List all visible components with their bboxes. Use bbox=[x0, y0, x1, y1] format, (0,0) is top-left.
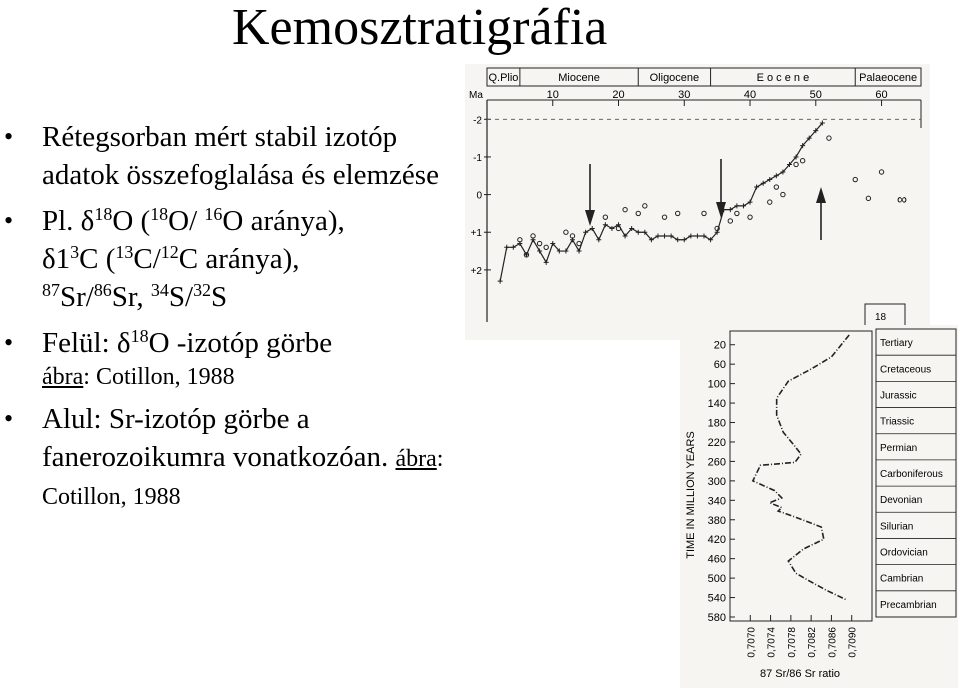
y-tick-label: +1 bbox=[470, 228, 482, 240]
period-label: Precambrian bbox=[880, 599, 937, 611]
x-tick-label: 0,7074 bbox=[766, 627, 778, 658]
y-tick-label: -2 bbox=[473, 115, 482, 127]
y-tick-label: +2 bbox=[470, 265, 482, 277]
bullet-text: Rétegsorban mért stabil izotóp adatok összefoglalása és elemzése bbox=[42, 121, 439, 191]
y-tick-label: 60 bbox=[713, 359, 726, 372]
period-label: Cretaceous bbox=[880, 364, 932, 376]
bullet-dot-icon: • bbox=[4, 122, 14, 151]
bullet-dot-icon: • bbox=[4, 328, 14, 357]
x-tick-label: 30 bbox=[678, 89, 691, 101]
page-title: Kemosztratigráfia bbox=[232, 0, 608, 56]
strontium-curve-text: Alul: Sr-izotóp görbe a fanerozoikumra vonatkozóan. bbox=[42, 403, 389, 473]
oxygen-curve-text: Felül: $\delta^{18}O$ -izotóp görbe bbox=[42, 326, 333, 359]
period-label: Ordovician bbox=[880, 547, 928, 559]
epoch-label: Miocene bbox=[558, 72, 600, 84]
x-tick-label: 0,7090 bbox=[847, 627, 859, 658]
period-label: Permian bbox=[880, 442, 918, 454]
epoch-label: E o c e n e bbox=[756, 72, 810, 84]
x-tick-label: 40 bbox=[743, 89, 757, 101]
y-tick-label: 260 bbox=[707, 456, 726, 469]
y-tick-label: 300 bbox=[707, 475, 726, 488]
infinity-symbol: ∞ bbox=[897, 191, 907, 207]
y-tick-label: 500 bbox=[707, 573, 726, 586]
bullet-item-1 bbox=[0, 118, 455, 194]
bullet-dot-icon: • bbox=[4, 404, 14, 433]
y-tick-label: 140 bbox=[707, 398, 726, 411]
figure-credit-top: ábra: Cotillon, 1988 bbox=[42, 364, 235, 390]
y-tick-label: 220 bbox=[707, 436, 726, 449]
y-tick-label: 180 bbox=[707, 417, 726, 430]
x-tick-label: 10 bbox=[546, 89, 559, 101]
y-tick-label: 420 bbox=[707, 534, 726, 547]
y-tick-label: 460 bbox=[707, 553, 726, 566]
y-tick-label: 380 bbox=[707, 514, 726, 527]
period-label: Jurassic bbox=[880, 390, 917, 402]
y-tick-label: 100 bbox=[707, 378, 726, 391]
bullet-item-3 bbox=[0, 324, 455, 392]
y-unit-label: Ma bbox=[469, 90, 483, 101]
bullet-item-4 bbox=[0, 400, 455, 514]
epoch-label: Palaeocene bbox=[859, 72, 918, 84]
bullet-list bbox=[0, 118, 455, 514]
x-tick-label: 0,7086 bbox=[827, 627, 839, 658]
figure-background bbox=[465, 64, 930, 340]
y-tick-label: 0 bbox=[476, 190, 482, 202]
epoch-label: Q.Plio bbox=[488, 72, 519, 84]
y-tick-label: 340 bbox=[707, 495, 726, 508]
x-tick-label: 20 bbox=[612, 89, 625, 101]
strontium-isotope-chart bbox=[680, 325, 958, 688]
oxygen-isotope-chart bbox=[465, 64, 930, 340]
x-tick-label: 60 bbox=[875, 89, 888, 101]
x-tick-label: 50 bbox=[809, 89, 822, 101]
period-label: Carboniferous bbox=[880, 469, 943, 480]
period-label: Triassic bbox=[880, 416, 915, 428]
y-tick-label: 580 bbox=[707, 612, 726, 624]
y-tick-label: 540 bbox=[707, 592, 726, 605]
period-label: Devonian bbox=[880, 495, 923, 507]
period-label: Cambrian bbox=[880, 573, 924, 585]
x-axis-label: 87 Sr/86 Sr ratio bbox=[759, 668, 841, 680]
y-tick-label: 20 bbox=[713, 339, 726, 352]
x-tick-label: 0,7078 bbox=[786, 627, 798, 658]
period-label: Tertiary bbox=[880, 338, 913, 350]
epoch-label: Oligocene bbox=[649, 72, 700, 84]
isotope-ratio-text: Pl. $\delta^{18}O$ ($^{18}$O/ $^{16}$O aránya), $\delta 1^3C$ ($^{13}$C/$^{12}$C aránya), $^{87}$Sr/$^{86}$Sr, $^{34}$S/$^{32}$S bbox=[42, 204, 345, 313]
x-tick-label: 0,7082 bbox=[807, 627, 819, 658]
y-tick-label: -1 bbox=[473, 152, 482, 164]
period-label: Silurian bbox=[880, 521, 914, 533]
y-axis-label: TIME IN MILLION YEARS bbox=[685, 431, 697, 559]
bullet-dot-icon: • bbox=[4, 206, 14, 235]
bullet-item-2 bbox=[0, 202, 455, 316]
x-tick-label: 0,7070 bbox=[746, 627, 758, 658]
figure-credit-bottom: ábra: Cotillon, 1988 bbox=[42, 446, 444, 510]
corner-label: 18 bbox=[875, 312, 887, 323]
